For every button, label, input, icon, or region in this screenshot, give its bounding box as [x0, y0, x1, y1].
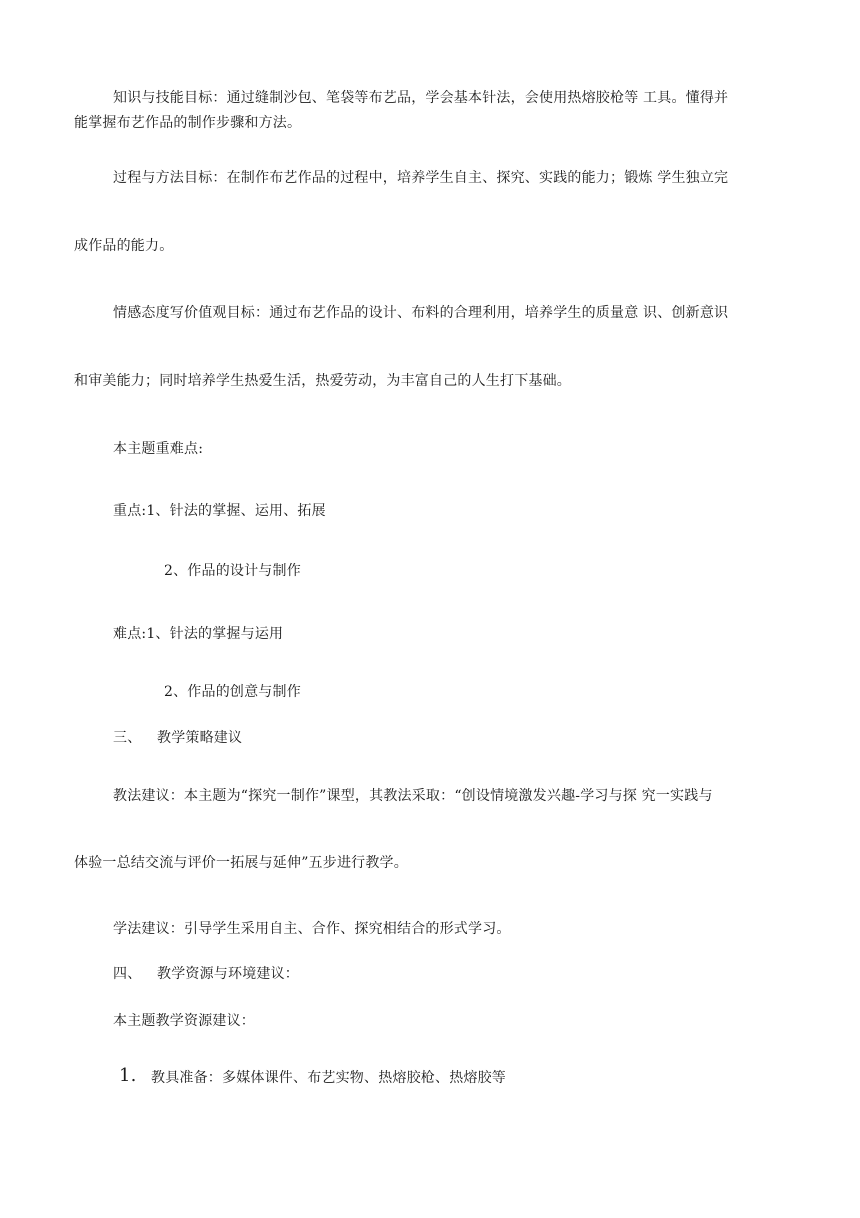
resource-heading: 本主题教学资源建议：	[113, 1013, 255, 1029]
section-4-title: 教学资源与环境建议：	[157, 966, 299, 982]
key-point-1: 重点:1、针法的掌握、运用、拓展	[113, 503, 326, 519]
knowledge-goal-line-2: 能掌握布艺作品的制作步骤和方法。	[74, 115, 302, 131]
section-3-title: 教学策略建议	[157, 730, 243, 746]
section-4-number: 四、	[113, 966, 142, 982]
teaching-method-line-2: 体验一总结交流与评价一拓展与延伸”五步进行教学。	[74, 855, 408, 871]
difficulty-1: 难点:1、针法的掌握与运用	[113, 626, 284, 642]
list-item-1-text: 教具准备：多媒体课件、布艺实物、热熔胶枪、热熔胶等	[151, 1070, 506, 1086]
list-item-1-number: 1.	[119, 1065, 137, 1086]
process-goal-line-2: 成作品的能力。	[74, 238, 174, 254]
section-3-number: 三、	[113, 730, 142, 746]
key-points-heading: 本主题重难点:	[113, 441, 204, 457]
emotion-goal-line-1: 情感态度写价值观目标：通过布艺作品的设计、布料的合理利用，培养学生的质量意 识、创新意识	[113, 305, 729, 321]
key-point-2: 2、作品的设计与制作	[164, 563, 301, 579]
process-goal-line-1: 过程与方法目标：在制作布艺作品的过程中，培养学生自主、探究、实践的能力；锻炼 学生独立完	[113, 170, 729, 186]
teaching-method-line-1: 教法建议：本主题为“探究一制作”课型，其教法采取：“创设情境激发兴趣-学习与探 究一实践与	[113, 788, 713, 804]
emotion-goal-line-2: 和审美能力；同时培养学生热爱生活，热爱劳动，为丰富自己的人生打下基础。	[74, 373, 571, 389]
study-method: 学法建议：引导学生采用自主、合作、探究相结合的形式学习。	[113, 921, 511, 937]
difficulty-2: 2、作品的创意与制作	[164, 684, 301, 700]
knowledge-goal-line-1: 知识与技能目标：通过缝制沙包、笔袋等布艺品，学会基本针法，会使用热熔胶枪等 工具。懂得并	[113, 90, 729, 106]
